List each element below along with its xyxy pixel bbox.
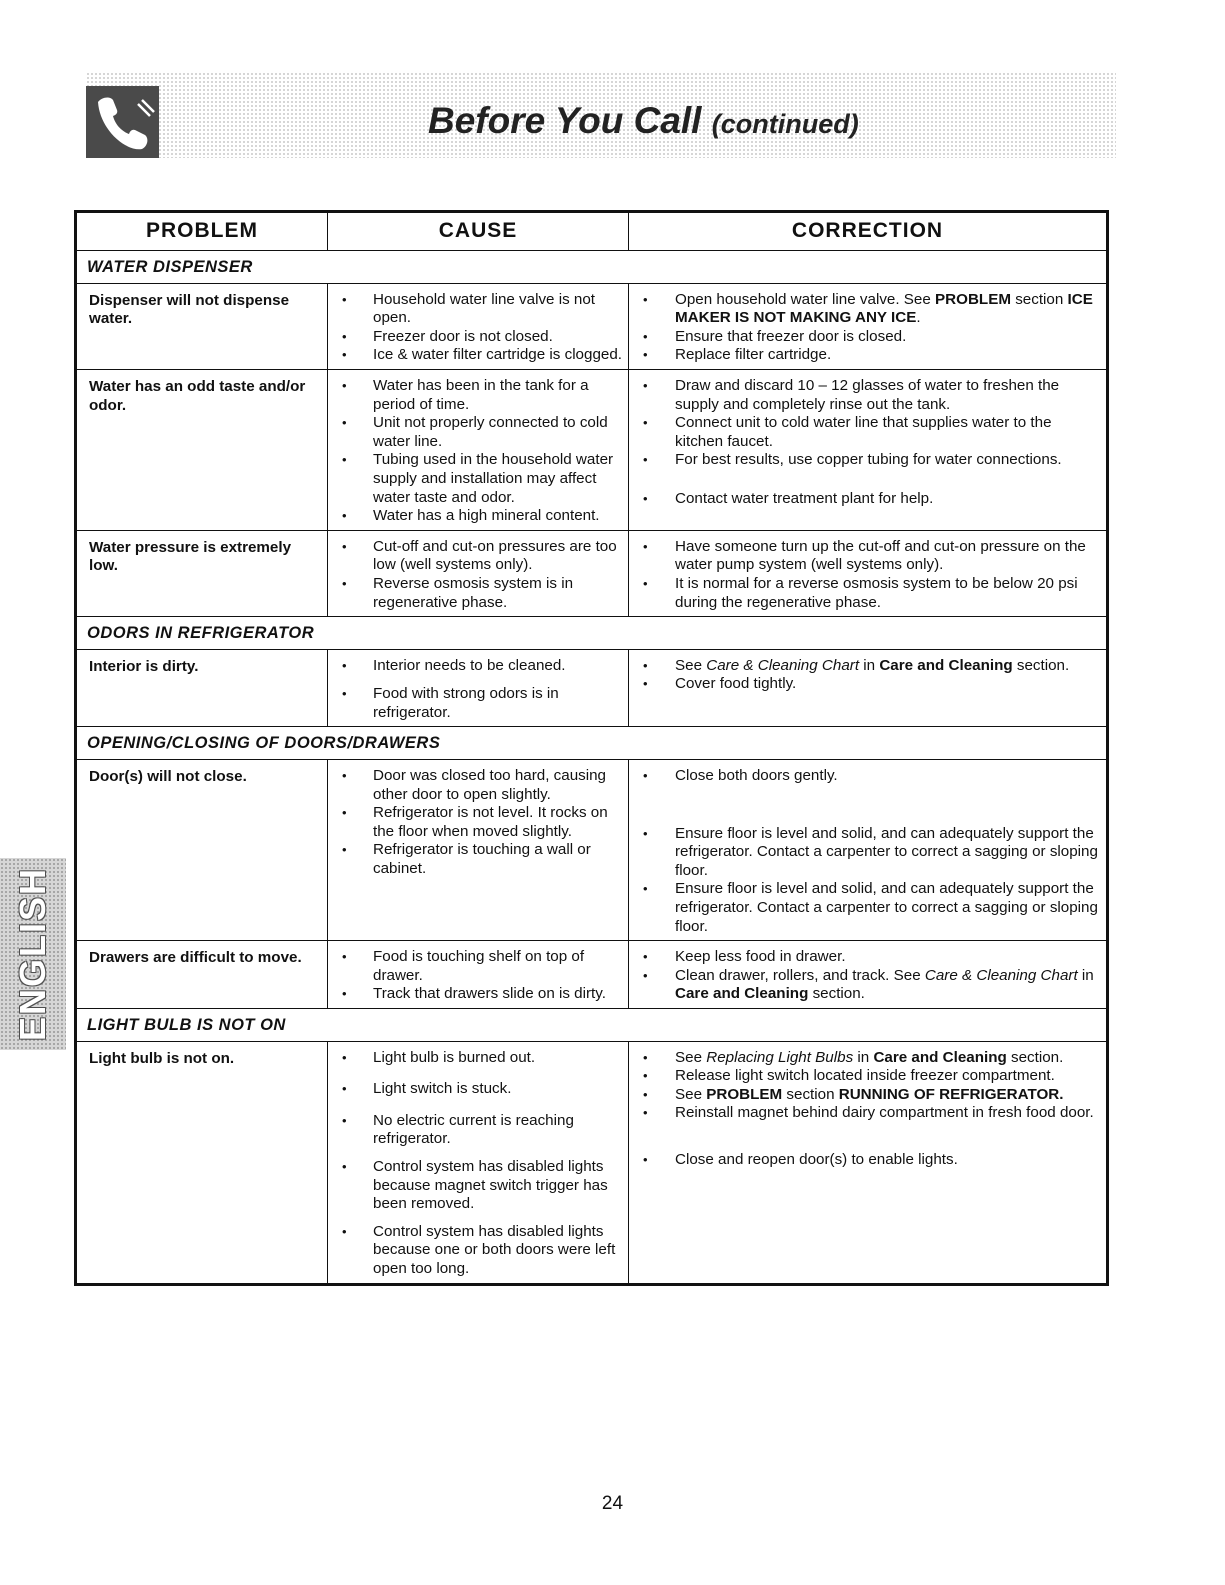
- correction-text: Care and Cleaning: [879, 656, 1013, 674]
- correction-item: [629, 291, 1100, 328]
- cause-cell: [328, 530, 629, 616]
- correction-text: in: [1077, 966, 1094, 984]
- correction-item: [629, 575, 1100, 612]
- correction-text: Close both doors gently.: [675, 767, 838, 785]
- section-row: [76, 617, 1108, 650]
- section-row: [76, 727, 1108, 760]
- correction-item: [629, 451, 1100, 470]
- correction-text: Contact water treatment plant for help.: [675, 489, 934, 507]
- correction-header: CORRECTION: [629, 212, 1108, 251]
- correction-list: [629, 1042, 1106, 1174]
- correction-cell: [629, 369, 1108, 530]
- problem-cell: Dispenser will not dispense water.: [76, 283, 328, 369]
- correction-text: section: [1010, 290, 1068, 308]
- correction-text: section.: [808, 985, 865, 1003]
- cause-cell: [328, 760, 629, 941]
- cause-item: • Control system has disabled lights because one or both doors were left open too long.: [328, 1223, 622, 1279]
- cause-item: • No electric current is reaching refrigerator.: [328, 1112, 622, 1149]
- correction-item: [629, 346, 1100, 365]
- correction-item: [629, 1067, 1100, 1086]
- correction-text: Care and Cleaning: [675, 985, 809, 1003]
- problem-header: PROBLEM: [76, 212, 328, 251]
- correction-text: in: [853, 1048, 874, 1066]
- correction-item: [629, 1086, 1100, 1105]
- correction-text: ICE MAKER IS NOT MAKING ANY ICE: [675, 290, 1093, 327]
- table-row: [76, 530, 1108, 616]
- page-number: 24: [601, 1493, 624, 1514]
- correction-list: [629, 531, 1106, 616]
- cause-list: [328, 1042, 628, 1283]
- correction-list: [629, 284, 1106, 369]
- cause-list: [328, 941, 628, 1008]
- section-title: ODORS IN REFRIGERATOR: [76, 617, 1108, 650]
- cause-item: • Control system has disabled lights because magnet switch trigger has been removed.: [328, 1158, 622, 1214]
- correction-cell: [629, 760, 1108, 941]
- page-title-sub: (continued): [711, 109, 859, 139]
- cause-list: [328, 760, 628, 883]
- correction-item: [629, 967, 1100, 1004]
- correction-text: Open household water line valve. See: [675, 290, 936, 308]
- correction-item: [629, 490, 1100, 509]
- correction-text: Care & Cleaning Chart: [706, 656, 860, 674]
- correction-text: PROBLEM: [706, 1085, 783, 1103]
- correction-text: Replacing Light Bulbs: [706, 1048, 854, 1066]
- cause-item: • Household water line valve is not open.: [328, 291, 622, 328]
- correction-text: For best results, use copper tubing for water connections.: [675, 451, 1062, 469]
- correction-text: Replace filter cartridge.: [675, 346, 832, 364]
- language-tab-label: ENGLISH: [12, 866, 53, 1042]
- correction-item: [629, 675, 1100, 694]
- section-title: WATER DISPENSER: [76, 251, 1108, 284]
- cause-list: [328, 650, 628, 727]
- cause-item: • Ice & water filter cartridge is clogged.: [328, 346, 622, 365]
- correction-list: [629, 760, 1106, 940]
- cause-cell: [328, 649, 629, 727]
- cause-item: • Light bulb is burned out.: [328, 1049, 622, 1068]
- cause-item: • Tubing used in the household water supply and installation may affect water taste and odor.: [328, 451, 622, 507]
- cause-item: • Water has been in the tank for a period of time.: [328, 377, 622, 414]
- table-body: [76, 251, 1108, 1285]
- table-row: [76, 283, 1108, 369]
- correction-list: [629, 941, 1106, 1008]
- correction-item: [629, 328, 1100, 347]
- table-row: [76, 760, 1108, 941]
- correction-text: Ensure floor is level and solid, and can adequately support the refrigerator. Contact a carpenter to correct a sagging or sloping floor.: [675, 880, 1098, 935]
- correction-text: RUNNING OF REFRIGERATOR.: [838, 1085, 1064, 1103]
- table-row: [76, 369, 1108, 530]
- correction-text: See: [675, 656, 707, 674]
- cause-cell: [328, 369, 629, 530]
- correction-cell: [629, 530, 1108, 616]
- cause-header: CAUSE: [328, 212, 629, 251]
- cause-item: • Refrigerator is touching a wall or cabinet.: [328, 841, 622, 878]
- section-title: OPENING/CLOSING OF DOORS/DRAWERS: [76, 727, 1108, 760]
- correction-text: section.: [1012, 656, 1070, 674]
- correction-item: [629, 657, 1100, 676]
- correction-item: [629, 1049, 1100, 1068]
- problem-cell: Water has an odd taste and/or odor.: [76, 369, 328, 530]
- correction-item: [629, 880, 1100, 936]
- correction-text: Ensure floor is level and solid, and can adequately support the refrigerator. Contact a carpenter to correct a sagging or sloping floor.: [675, 824, 1098, 879]
- correction-text: See: [675, 1085, 707, 1103]
- cause-item: • Water has a high mineral content.: [328, 507, 622, 526]
- correction-list: [629, 650, 1106, 698]
- correction-item: [629, 377, 1100, 414]
- problem-cell: Door(s) will not close.: [76, 760, 328, 941]
- correction-text: Close and reopen door(s) to enable lights.: [675, 1150, 958, 1168]
- correction-text: Have someone turn up the cut-off and cut-on pressure on the water pump system (well systems only).: [675, 537, 1086, 574]
- correction-cell: [629, 941, 1108, 1009]
- correction-item: [629, 414, 1100, 451]
- correction-text: PROBLEM: [935, 290, 1011, 308]
- correction-item: [629, 825, 1100, 881]
- cause-cell: [328, 941, 629, 1009]
- cause-item: • Food with strong odors is in refrigerator.: [328, 685, 622, 722]
- cause-item: • Unit not properly connected to cold water line.: [328, 414, 622, 451]
- correction-cell: [629, 649, 1108, 727]
- correction-cell: [629, 1041, 1108, 1284]
- page-title: [428, 100, 859, 142]
- cause-list: [328, 531, 628, 616]
- problem-cell: Light bulb is not on.: [76, 1041, 328, 1284]
- correction-text: Care & Cleaning Chart: [924, 966, 1078, 984]
- page-title-main: Before You Call: [428, 100, 702, 141]
- cause-cell: [328, 283, 629, 369]
- cause-list: [328, 370, 628, 530]
- cause-cell: [328, 1041, 629, 1284]
- section-title: LIGHT BULB IS NOT ON: [76, 1009, 1108, 1042]
- problem-cell: Interior is dirty.: [76, 649, 328, 727]
- table-header-row: [76, 212, 1108, 251]
- cause-item: • Cut-off and cut-on pressures are too low (well systems only).: [328, 538, 622, 575]
- correction-text: Reinstall magnet behind dairy compartment in fresh food door.: [675, 1104, 1094, 1122]
- correction-item: [629, 1151, 1100, 1170]
- correction-text: It is normal for a reverse osmosis system to be below 20 psi during the regenerative phase.: [675, 574, 1078, 611]
- correction-text: Keep less food in drawer.: [675, 948, 846, 966]
- correction-cell: [629, 283, 1108, 369]
- correction-text: in: [859, 656, 880, 674]
- section-row: [76, 251, 1108, 284]
- correction-text: .: [916, 309, 921, 327]
- cause-item: • Reverse osmosis system is in regenerative phase.: [328, 575, 622, 612]
- correction-item: [629, 948, 1100, 967]
- cause-item: • Door was closed too hard, causing other door to open slightly.: [328, 767, 622, 804]
- correction-item: [629, 538, 1100, 575]
- cause-item: • Freezer door is not closed.: [328, 328, 622, 347]
- correction-text: See: [675, 1048, 707, 1066]
- problem-cell: Water pressure is extremely low.: [76, 530, 328, 616]
- table-row: [76, 1041, 1108, 1284]
- correction-text: Care and Cleaning: [873, 1048, 1007, 1066]
- correction-text: section: [782, 1085, 839, 1103]
- correction-text: Clean drawer, rollers, and track. See: [675, 966, 925, 984]
- correction-list: [629, 370, 1106, 513]
- troubleshooting-table: [74, 210, 1109, 1286]
- correction-item: [629, 1104, 1100, 1123]
- correction-item: [629, 767, 1100, 786]
- correction-text: Cover food tightly.: [675, 675, 797, 693]
- cause-list: [328, 284, 628, 369]
- cause-item: • Food is touching shelf on top of drawer.: [328, 948, 622, 985]
- table-row: [76, 649, 1108, 727]
- phone-icon: [86, 86, 159, 158]
- cause-item: • Interior needs to be cleaned.: [328, 657, 622, 676]
- cause-item: • Refrigerator is not level. It rocks on the floor when moved slightly.: [328, 804, 622, 841]
- table-row: [76, 941, 1108, 1009]
- correction-text: Connect unit to cold water line that supplies water to the kitchen faucet.: [675, 414, 1052, 450]
- correction-text: Draw and discard 10 – 12 glasses of water to freshen the supply and completely rinse out the tank.: [675, 376, 1060, 413]
- correction-text: Ensure that freezer door is closed.: [675, 327, 907, 345]
- cause-item: • Light switch is stuck.: [328, 1080, 622, 1099]
- section-row: [76, 1009, 1108, 1042]
- correction-text: section.: [1006, 1048, 1064, 1066]
- correction-text: Release light switch located inside freezer compartment.: [675, 1067, 1055, 1085]
- problem-cell: Drawers are difficult to move.: [76, 941, 328, 1009]
- cause-item: • Track that drawers slide on is dirty.: [328, 985, 622, 1004]
